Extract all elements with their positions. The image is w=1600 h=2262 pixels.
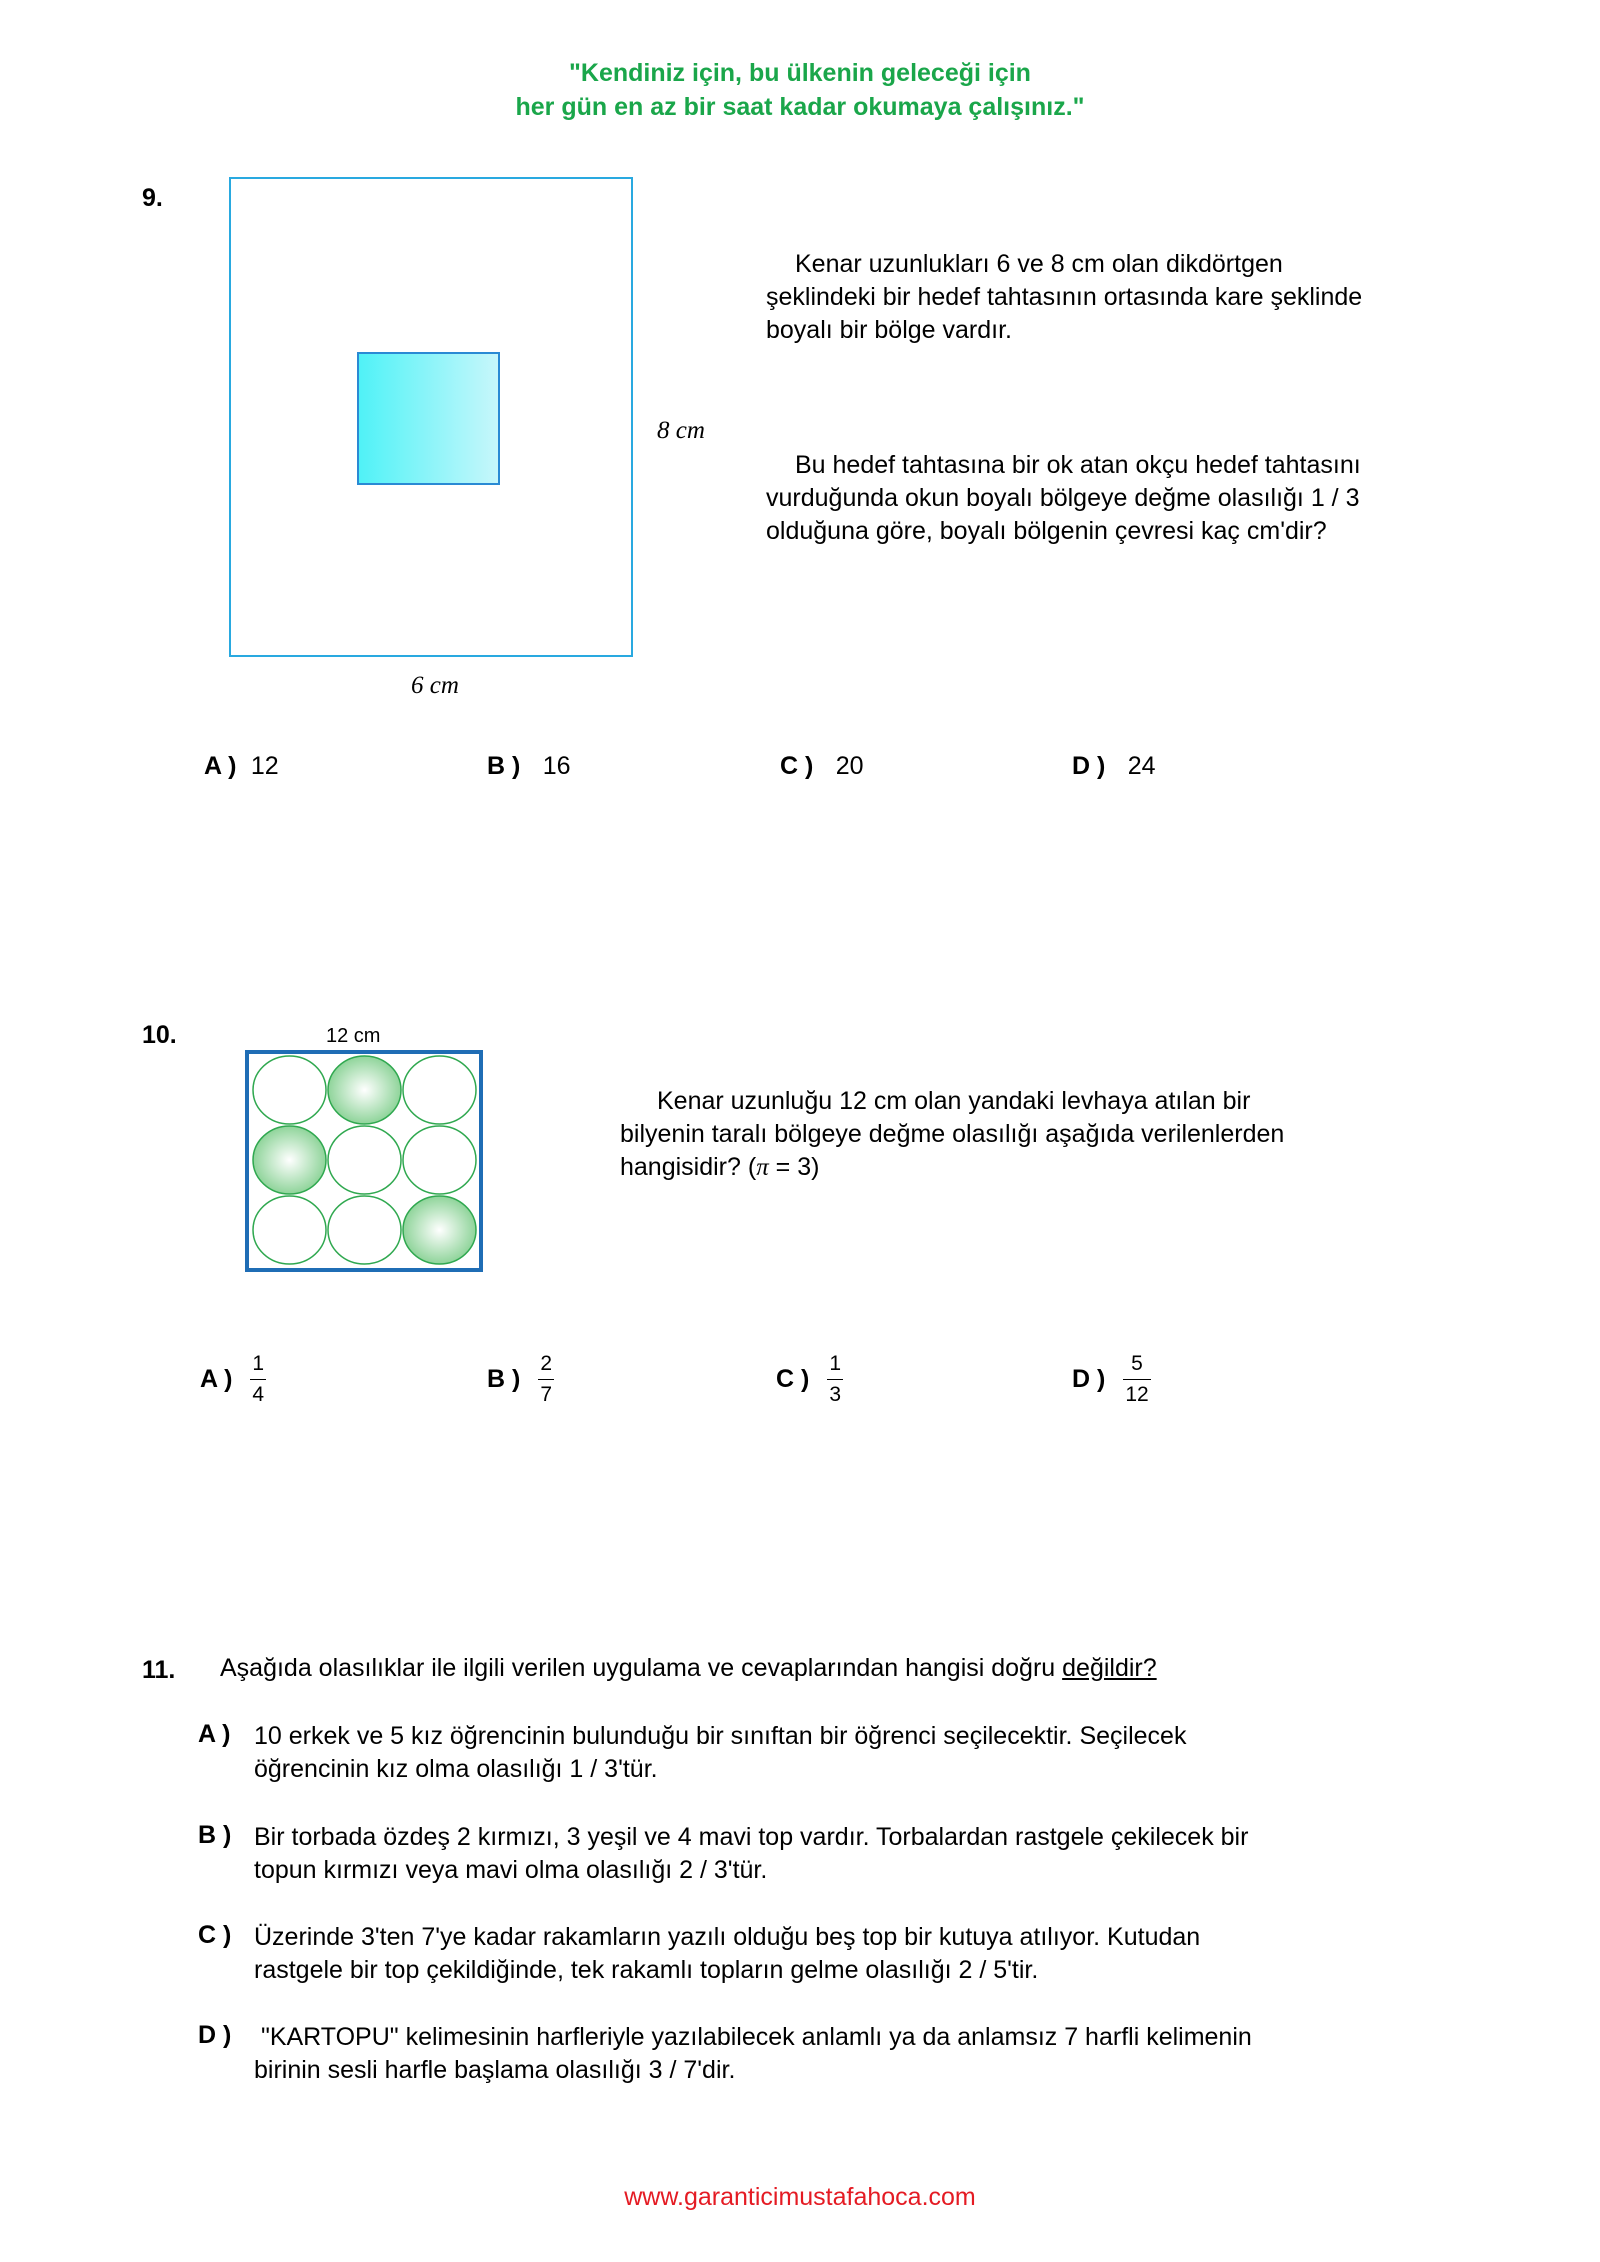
q10-option-a-fraction — [250, 1352, 266, 1407]
q10-option-b[interactable] — [487, 1352, 554, 1407]
q11-option-a-letter: A ) — [198, 1720, 231, 1748]
q9-option-b-letter: B ) — [487, 752, 521, 780]
q9-text1-line2: şeklindeki bir hedef tahtasının ortasında kare şeklinde — [766, 283, 1363, 311]
q10-option-b-letter: B ) — [487, 1365, 521, 1393]
circle — [328, 1126, 401, 1194]
footer-url[interactable]: www.garanticimustafahoca.com — [624, 2183, 976, 2211]
q9-text2-line1: Bu hedef tahtasına bir ok atan okçu hedef tahtasını — [795, 451, 1361, 479]
q11-option-c-line2: rastgele bir top çekildiğinde, tek rakamlı topların gelme olasılığı 2 / 5'tir. — [254, 1956, 1039, 1984]
circle — [403, 1056, 476, 1124]
q11-option-d-line2: birinin sesli harfle başlama olasılığı 3 / 7'dir. — [254, 2056, 736, 2084]
q11-option-c-letter: C ) — [198, 1921, 232, 1949]
circle — [403, 1126, 476, 1194]
header-quote — [0, 56, 1600, 124]
q9-text2-line3: olduğuna göre, boyalı bölgenin çevresi kaç cm'dir? — [766, 517, 1327, 545]
q11-option-b[interactable] — [198, 1821, 1248, 1887]
q10-option-d[interactable] — [1072, 1352, 1151, 1407]
q10-option-d-den: 12 — [1125, 1383, 1149, 1406]
q10-option-c-num: 1 — [829, 1352, 842, 1375]
q9-option-a-value: 12 — [250, 752, 279, 780]
q9-label-height: 8 cm — [657, 417, 705, 444]
shaded-circle — [253, 1126, 326, 1194]
header-quote-line1: "Kendiniz için, bu ülkenin geleceği için — [569, 59, 1031, 87]
q10-option-a[interactable] — [200, 1352, 266, 1407]
q10-text-line1: Kenar uzunluğu 12 cm olan yandaki levhaya atılan bir — [657, 1087, 1251, 1115]
shaded-circle — [403, 1196, 476, 1264]
q10-option-c-fraction — [827, 1352, 843, 1407]
q10-option-a-letter: A ) — [200, 1365, 233, 1393]
q11-option-a-line2: öğrencinin kız olma olasılığı 1 / 3'tür. — [254, 1755, 658, 1783]
q9-option-b[interactable] — [487, 752, 571, 781]
circle — [253, 1196, 326, 1264]
q11-option-b-line2: topun kırmızı veya mavi olma olasılığı 2 / 3'tür. — [254, 1856, 768, 1884]
fraction-bar — [538, 1379, 554, 1380]
q9-number: 9. — [142, 184, 163, 212]
q9-text-block2 — [766, 449, 1546, 548]
q11-option-b-line1: Bir torbada özdeş 2 kırmızı, 3 yeşil ve 4 mavi top vardır. Torbalardan rastgele çekilecek bir — [254, 1823, 1249, 1851]
q10-text-line2: bilyenin taralı bölgeye değme olasılığı aşağıda verilenlerden — [620, 1120, 1285, 1148]
q9-option-a[interactable] — [204, 752, 279, 781]
q9-text1-line3: boyalı bir bölge vardır. — [766, 316, 1012, 344]
q9-option-d-value: 24 — [1127, 752, 1156, 780]
q9-option-a-letter: A ) — [204, 752, 237, 780]
q10-option-c-den: 3 — [829, 1383, 842, 1406]
q9-option-d-letter: D ) — [1072, 752, 1106, 780]
shaded-circle — [328, 1056, 401, 1124]
q9-option-c-letter: C ) — [780, 752, 814, 780]
q10-option-d-letter: D ) — [1072, 1365, 1106, 1393]
q11-option-d-letter: D ) — [198, 2021, 232, 2049]
q11-option-c[interactable] — [198, 1921, 1200, 1987]
q9-text1-line1: Kenar uzunlukları 6 ve 8 cm olan dikdörtgen — [795, 250, 1283, 278]
q10-option-d-fraction — [1123, 1352, 1150, 1407]
q9-label-width: 6 cm — [411, 672, 459, 699]
q9-option-c[interactable] — [780, 752, 864, 781]
q10-board-figure — [244, 1050, 486, 1274]
q11-option-d[interactable] — [198, 2021, 1252, 2087]
q11-option-a[interactable] — [198, 1720, 1186, 1786]
q10-circles-group — [253, 1056, 476, 1264]
pi-symbol: π — [756, 1154, 769, 1181]
q11-stem-underlined: değildir? — [1062, 1654, 1157, 1682]
q10-number: 10. — [142, 1021, 177, 1049]
q11-stem — [220, 1652, 1157, 1685]
q9-text-block1 — [766, 248, 1546, 347]
q10-text-block — [620, 1085, 1440, 1184]
q10-option-a-den: 4 — [252, 1383, 265, 1406]
q10-option-b-den: 7 — [540, 1383, 553, 1406]
fraction-bar — [827, 1379, 843, 1380]
circle — [253, 1056, 326, 1124]
fraction-bar — [1123, 1379, 1150, 1380]
q10-option-d-num: 5 — [1131, 1352, 1143, 1375]
q9-option-d[interactable] — [1072, 752, 1156, 781]
header-quote-line2: her gün en az bir saat kadar okumaya çalışınız." — [515, 93, 1085, 121]
q11-option-d-line1: "KARTOPU" kelimesinin harfleriyle yazılabilecek anlamlı ya da anlamsız 7 harfli kelimenin — [254, 2023, 1252, 2051]
q9-text2-line2: vurduğunda okun boyalı bölgeye değme olasılığı 1 / 3 — [766, 484, 1360, 512]
q10-option-b-fraction — [538, 1352, 554, 1407]
q10-text-line3 — [620, 1151, 1440, 1184]
q11-number: 11. — [142, 1656, 176, 1684]
q11-stem-text: Aşağıda olasılıklar ile ilgili verilen uygulama ve cevaplarından hangisi doğru — [220, 1654, 1063, 1682]
q10-option-c-letter: C ) — [776, 1365, 810, 1393]
q11-option-b-letter: B ) — [198, 1821, 232, 1849]
fraction-bar — [250, 1379, 266, 1380]
circle — [328, 1196, 401, 1264]
q10-option-b-num: 2 — [540, 1352, 553, 1375]
q9-shaded-square — [358, 353, 499, 484]
q10-text-line3-a: hangisidir? ( — [620, 1153, 757, 1181]
q11-option-a-line1: 10 erkek ve 5 kız öğrencinin bulunduğu bir sınıftan bir öğrenci seçilecektir. Seçilecek — [254, 1722, 1187, 1750]
q9-target-figure — [228, 176, 638, 660]
q9-option-b-value: 16 — [542, 752, 571, 780]
q10-option-c[interactable] — [776, 1352, 843, 1407]
q9-option-c-value: 20 — [835, 752, 864, 780]
q10-label-side: 12 cm — [326, 1025, 381, 1047]
q10-option-a-num: 1 — [252, 1352, 265, 1375]
q10-text-line3-b: = 3) — [768, 1153, 820, 1181]
q11-option-c-line1: Üzerinde 3'ten 7'ye kadar rakamların yazılı olduğu beş top bir kutuya atılıyor. Kutudan — [254, 1923, 1201, 1951]
